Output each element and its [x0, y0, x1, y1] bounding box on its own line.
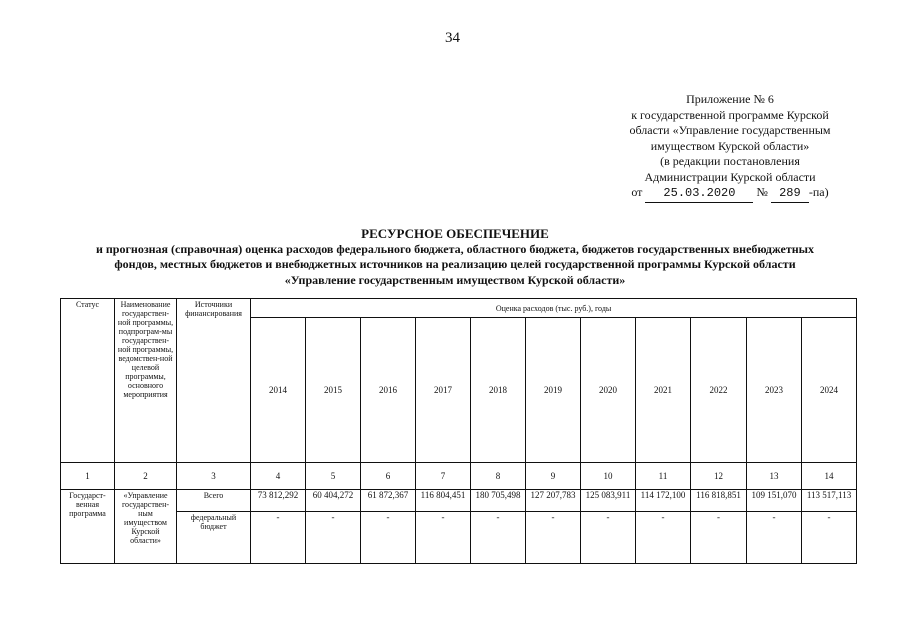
column-number: 13 — [747, 463, 802, 490]
year-header: 2020 — [581, 318, 636, 463]
value-cell: 180 705,498 — [471, 490, 526, 512]
row-status: Государст-венная программа — [61, 490, 115, 564]
column-number: 11 — [636, 463, 691, 490]
value-cell: - — [636, 512, 691, 564]
value-cell: - — [526, 512, 581, 564]
header-estimate: Оценка расходов (тыс. руб.), годы — [251, 299, 857, 318]
value-cell: 61 872,367 — [361, 490, 416, 512]
year-header: 2015 — [306, 318, 361, 463]
header-status: Статус — [61, 299, 115, 463]
title-line: фондов, местных бюджетов и внебюджетных источников на реализацию целей государственной программы Курской области — [114, 257, 796, 271]
value-cell: - — [802, 512, 857, 564]
column-number: 14 — [802, 463, 857, 490]
column-number: 7 — [416, 463, 471, 490]
header-row — [61, 299, 857, 318]
column-number: 2 — [115, 463, 177, 490]
value-cell: 125 083,911 — [581, 490, 636, 512]
appendix-date-line — [600, 185, 860, 203]
column-number: 12 — [691, 463, 747, 490]
year-header: 2016 — [361, 318, 416, 463]
column-number: 5 — [306, 463, 361, 490]
column-number: 6 — [361, 463, 416, 490]
value-cell: 113 517,113 — [802, 490, 857, 512]
page-number: 34 — [445, 30, 460, 46]
year-header: 2017 — [416, 318, 471, 463]
header-name: Наименование государствен-ной программы, подпрограм-мы государствен-ной программы, ведомствен-ной целевой программы, основного мероприятия — [115, 299, 177, 463]
value-cell: - — [691, 512, 747, 564]
value-cell: - — [471, 512, 526, 564]
value-cell: 116 818,851 — [691, 490, 747, 512]
title-line: «Управление государственным имуществом Курской области» — [284, 272, 626, 287]
year-header: 2019 — [526, 318, 581, 463]
row-source: федеральный бюджет — [177, 512, 251, 564]
value-cell: - — [361, 512, 416, 564]
number-suffix: -па) — [808, 185, 829, 199]
value-cell: - — [251, 512, 306, 564]
value-cell: 127 207,783 — [526, 490, 581, 512]
decree-date: 25.03.2020 — [645, 186, 753, 203]
value-cell: 73 812,292 — [251, 490, 306, 512]
column-number: 8 — [471, 463, 526, 490]
year-header: 2022 — [691, 318, 747, 463]
column-number: 1 — [61, 463, 115, 490]
value-cell: 114 172,100 — [636, 490, 691, 512]
table-row — [61, 512, 857, 564]
row-name: «Управление государствен-ным имуществом Курской области» — [115, 490, 177, 564]
year-header: 2014 — [251, 318, 306, 463]
appendix-line: к государственной программе Курской — [631, 107, 829, 122]
table-row — [61, 490, 857, 512]
number-prefix: № — [756, 185, 768, 199]
appendix-line: Приложение № 6 — [686, 92, 774, 106]
value-cell: - — [581, 512, 636, 564]
decree-number: 289 — [771, 186, 809, 203]
resource-table — [60, 298, 857, 564]
header-sources: Источники финансирования — [177, 299, 251, 463]
column-number: 3 — [177, 463, 251, 490]
value-cell: 109 151,070 — [747, 490, 802, 512]
appendix-line: (в редакции постановления — [660, 154, 800, 168]
appendix-block — [600, 92, 860, 203]
year-header: 2021 — [636, 318, 691, 463]
year-header: 2023 — [747, 318, 802, 463]
column-number-row — [61, 463, 857, 490]
value-cell: - — [747, 512, 802, 564]
year-header: 2024 — [802, 318, 857, 463]
appendix-line: имуществом Курской области» — [650, 138, 810, 153]
value-cell: 60 404,272 — [306, 490, 361, 512]
value-cell: - — [416, 512, 471, 564]
title-main: РЕСУРСНОЕ ОБЕСПЕЧЕНИЕ — [361, 226, 549, 241]
document-title — [20, 226, 890, 288]
appendix-line: Администрации Курской области — [644, 169, 816, 184]
column-number: 4 — [251, 463, 306, 490]
value-cell: - — [306, 512, 361, 564]
value-cell: 116 804,451 — [416, 490, 471, 512]
date-prefix: от — [631, 185, 643, 199]
appendix-line: области «Управление государственным — [629, 123, 831, 137]
year-header: 2018 — [471, 318, 526, 463]
row-source: Всего — [177, 490, 251, 512]
column-number: 10 — [581, 463, 636, 490]
title-line: и прогнозная (справочная) оценка расходов федерального бюджета, областного бюджета, бюджетов государственных внебюджетных — [95, 241, 815, 256]
column-number: 9 — [526, 463, 581, 490]
